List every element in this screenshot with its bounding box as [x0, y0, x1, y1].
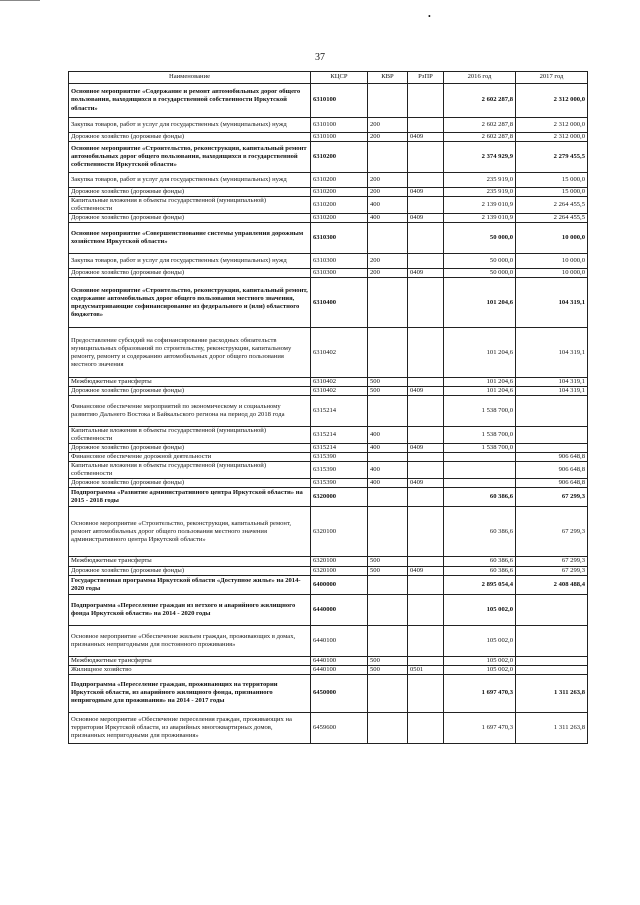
cell-name: Дорожное хозяйство (дорожные фонды)	[69, 566, 311, 575]
cell-kvr	[368, 674, 408, 712]
cell-kvr: 500	[368, 566, 408, 575]
cell-2017: 10 000,0	[516, 269, 588, 278]
cell-rzpr	[408, 197, 444, 214]
cell-rzpr	[408, 396, 444, 427]
cell-kcsr: 6310200	[311, 142, 368, 173]
cell-name: Межбюджетные трансферты	[69, 656, 311, 665]
cell-2017	[516, 665, 588, 674]
cell-2016: 105 002,0	[444, 665, 516, 674]
cell-rzpr	[408, 557, 444, 566]
cell-kvr: 200	[368, 188, 408, 197]
cell-kcsr: 6315390	[311, 462, 368, 479]
cell-2017: 10 000,0	[516, 223, 588, 254]
cell-2017: 1 311 263,8	[516, 712, 588, 743]
cell-2016	[444, 462, 516, 479]
cell-kvr: 400	[368, 444, 408, 453]
cell-name: Подпрограмма «Переселение граждан из ветхого и аварийного жилищного фонда Иркутской области» на 2014 - 2020 годы	[69, 594, 311, 625]
cell-2016: 2 602 287,8	[444, 84, 516, 118]
cell-rzpr: 0409	[408, 269, 444, 278]
cell-name: Дорожное хозяйство (дорожные фонды)	[69, 269, 311, 278]
cell-2017: 906 648,8	[516, 479, 588, 488]
cell-2016: 60 386,6	[444, 566, 516, 575]
cell-kcsr: 6310100	[311, 118, 368, 133]
cell-kcsr: 6315214	[311, 444, 368, 453]
cell-name: Капитальные вложения в объекты государственной (муниципальной) собственности	[69, 197, 311, 214]
cell-kcsr: 6310200	[311, 197, 368, 214]
cell-kcsr: 6320000	[311, 488, 368, 507]
table-row	[69, 133, 588, 142]
cell-2017: 104 319,1	[516, 328, 588, 378]
cell-kvr: 500	[368, 557, 408, 566]
cell-rzpr	[408, 488, 444, 507]
cell-kcsr: 6320100	[311, 507, 368, 557]
table-row	[69, 674, 588, 712]
cell-2017: 104 319,1	[516, 278, 588, 328]
table-row	[69, 507, 588, 557]
table-row	[69, 444, 588, 453]
cell-kcsr: 6440100	[311, 656, 368, 665]
cell-rzpr	[408, 507, 444, 557]
cell-2017: 15 000,0	[516, 188, 588, 197]
cell-name: Основное мероприятие «Совершенствование системы управления дорожным хозяйством Иркутской области»	[69, 223, 311, 254]
cell-kvr	[368, 278, 408, 328]
cell-2016: 2 139 010,9	[444, 197, 516, 214]
cell-2017: 10 000,0	[516, 254, 588, 269]
cell-kcsr: 6440100	[311, 665, 368, 674]
scan-edge-mark	[0, 0, 40, 4]
cell-kvr: 200	[368, 133, 408, 142]
cell-kcsr: 6310402	[311, 387, 368, 396]
cell-kcsr: 6310200	[311, 214, 368, 223]
cell-2016: 1 538 700,0	[444, 444, 516, 453]
cell-name: Дорожное хозяйство (дорожные фонды)	[69, 387, 311, 396]
cell-rzpr	[408, 142, 444, 173]
cell-2017: 67 299,3	[516, 557, 588, 566]
cell-name: Закупка товаров, работ и услуг для государственных (муниципальных) нужд	[69, 254, 311, 269]
cell-rzpr	[408, 674, 444, 712]
cell-2017: 2 408 488,4	[516, 575, 588, 594]
table-row	[69, 328, 588, 378]
cell-2016: 60 386,6	[444, 488, 516, 507]
cell-2016	[444, 479, 516, 488]
cell-2017: 2 279 455,5	[516, 142, 588, 173]
cell-rzpr: 0409	[408, 387, 444, 396]
table-body	[69, 84, 588, 744]
cell-2016: 1 538 700,0	[444, 427, 516, 444]
table-row	[69, 188, 588, 197]
cell-2016: 2 895 054,4	[444, 575, 516, 594]
header-name: Наименование	[69, 72, 311, 84]
cell-2017	[516, 594, 588, 625]
cell-name: Жилищное хозяйство	[69, 665, 311, 674]
table-row	[69, 566, 588, 575]
cell-rzpr	[408, 594, 444, 625]
cell-2017	[516, 656, 588, 665]
cell-kvr: 500	[368, 665, 408, 674]
cell-rzpr	[408, 254, 444, 269]
cell-kcsr: 6310200	[311, 188, 368, 197]
cell-kcsr: 6310100	[311, 84, 368, 118]
cell-name: Дорожное хозяйство (дорожные фонды)	[69, 133, 311, 142]
cell-kcsr: 6310100	[311, 133, 368, 142]
cell-kcsr: 6315214	[311, 427, 368, 444]
cell-kvr	[368, 453, 408, 462]
table-row	[69, 625, 588, 656]
cell-2017: 1 311 263,8	[516, 674, 588, 712]
cell-2017	[516, 625, 588, 656]
cell-rzpr	[408, 656, 444, 665]
table-row	[69, 254, 588, 269]
cell-name: Основное мероприятие «Обеспечение переселения граждан, проживающих на территории Иркутской области, из аварийных многоквартирных домов, признанных непригодными для проживания»	[69, 712, 311, 743]
table-row	[69, 387, 588, 396]
cell-kcsr: 6310402	[311, 328, 368, 378]
table-row	[69, 488, 588, 507]
cell-name: Основное мероприятие «Строительство, реконструкция, капитальный ремонт автомобильных дорог общего пользования, находящихся в государственной собственности Иркутской области»	[69, 142, 311, 173]
cell-2016: 235 919,0	[444, 188, 516, 197]
cell-kvr: 200	[368, 173, 408, 188]
cell-2016: 50 000,0	[444, 223, 516, 254]
table-row	[69, 396, 588, 427]
table-row	[69, 173, 588, 188]
cell-2016: 105 002,0	[444, 625, 516, 656]
cell-rzpr	[408, 173, 444, 188]
cell-rzpr	[408, 453, 444, 462]
table-header-row	[69, 72, 588, 84]
table-row	[69, 712, 588, 743]
header-2017: 2017 год	[516, 72, 588, 84]
header-kvr: КВР	[368, 72, 408, 84]
table-row	[69, 656, 588, 665]
cell-2016: 60 386,6	[444, 507, 516, 557]
table-row	[69, 118, 588, 133]
cell-kcsr: 6315390	[311, 479, 368, 488]
header-rzpr: РзПР	[408, 72, 444, 84]
cell-name: Дорожное хозяйство (дорожные фонды)	[69, 444, 311, 453]
cell-name: Капитальные вложения в объекты государственной (муниципальной) собственности	[69, 462, 311, 479]
cell-kcsr: 6450000	[311, 674, 368, 712]
cell-rzpr	[408, 462, 444, 479]
cell-kvr	[368, 507, 408, 557]
header-kcsr: КЦСР	[311, 72, 368, 84]
cell-2016: 1 697 470,3	[444, 674, 516, 712]
cell-2017: 67 299,3	[516, 507, 588, 557]
cell-kvr: 200	[368, 254, 408, 269]
cell-name: Дорожное хозяйство (дорожные фонды)	[69, 188, 311, 197]
cell-2016: 2 602 287,8	[444, 118, 516, 133]
cell-rzpr: 0409	[408, 133, 444, 142]
table-row	[69, 142, 588, 173]
cell-rzpr	[408, 118, 444, 133]
cell-2016	[444, 453, 516, 462]
table-row	[69, 223, 588, 254]
cell-kvr	[368, 328, 408, 378]
cell-rzpr: 0409	[408, 479, 444, 488]
cell-rzpr	[408, 278, 444, 328]
cell-kvr: 500	[368, 378, 408, 387]
cell-kvr	[368, 84, 408, 118]
cell-name: Финансовое обеспечение дорожной деятельности	[69, 453, 311, 462]
cell-kcsr: 6320100	[311, 566, 368, 575]
table-row	[69, 453, 588, 462]
table-row	[69, 557, 588, 566]
cell-kvr: 400	[368, 427, 408, 444]
cell-name: Предоставление субсидий на софинансирование расходных обязательств муниципальных образований по строительству, реконструкции, капитальному ремонту, ремонту и содержанию автомобильных дорог общего пользования местного значения	[69, 328, 311, 378]
cell-rzpr: 0409	[408, 214, 444, 223]
table-row	[69, 575, 588, 594]
cell-rzpr	[408, 328, 444, 378]
cell-2017: 2 264 455,5	[516, 214, 588, 223]
header-2016: 2016 год	[444, 72, 516, 84]
cell-kvr: 200	[368, 269, 408, 278]
scan-dot: •	[428, 12, 431, 21]
page-number: 37	[315, 52, 325, 63]
cell-rzpr	[408, 625, 444, 656]
cell-rzpr	[408, 427, 444, 444]
cell-2017: 906 648,8	[516, 462, 588, 479]
table-row	[69, 269, 588, 278]
cell-2016: 2 139 010,9	[444, 214, 516, 223]
cell-kvr: 500	[368, 656, 408, 665]
cell-2017: 67 299,3	[516, 566, 588, 575]
table-row	[69, 84, 588, 118]
cell-kcsr: 6310300	[311, 223, 368, 254]
cell-2016: 105 002,0	[444, 656, 516, 665]
cell-kcsr: 6310400	[311, 278, 368, 328]
cell-name: Дорожное хозяйство (дорожные фонды)	[69, 479, 311, 488]
cell-2017: 67 299,3	[516, 488, 588, 507]
cell-kcsr: 6315390	[311, 453, 368, 462]
cell-2016: 235 919,0	[444, 173, 516, 188]
cell-name: Подпрограмма «Переселение граждан, проживающих на территории Иркутской области, из аварийного жилищного фонда, признанного непригодным для проживания» на 2014 - 2017 годы	[69, 674, 311, 712]
cell-kvr	[368, 488, 408, 507]
cell-2017: 2 312 000,0	[516, 118, 588, 133]
cell-name: Основное мероприятие «Строительство, реконструкция, капитальный ремонт, ремонт автомобильных дорог общего пользования местного значения административного центра Иркутской области»	[69, 507, 311, 557]
table-row	[69, 197, 588, 214]
table-row	[69, 594, 588, 625]
cell-name: Межбюджетные трансферты	[69, 557, 311, 566]
cell-kcsr: 6440000	[311, 594, 368, 625]
table-row	[69, 665, 588, 674]
cell-kcsr: 6400000	[311, 575, 368, 594]
cell-name: Основное мероприятие «Строительство, реконструкция, капитальный ремонт, содержание автомобильных дорог общего пользования местного значения, предусматривающие софинансирование из федерального и (или) областного бюджетов»	[69, 278, 311, 328]
cell-kvr: 400	[368, 479, 408, 488]
cell-name: Капитальные вложения в объекты государственной (муниципальной) собственности	[69, 427, 311, 444]
cell-2016: 101 204,6	[444, 378, 516, 387]
table-row	[69, 427, 588, 444]
cell-rzpr: 0409	[408, 566, 444, 575]
cell-2016: 50 000,0	[444, 254, 516, 269]
cell-2016: 101 204,6	[444, 387, 516, 396]
cell-kcsr: 6315214	[311, 396, 368, 427]
cell-rzpr: 0409	[408, 188, 444, 197]
cell-2017: 104 319,1	[516, 387, 588, 396]
cell-kvr	[368, 142, 408, 173]
cell-2017: 2 312 000,0	[516, 84, 588, 118]
cell-2016: 60 386,6	[444, 557, 516, 566]
table-row	[69, 378, 588, 387]
cell-kvr	[368, 396, 408, 427]
cell-2016: 101 204,6	[444, 278, 516, 328]
cell-kvr	[368, 594, 408, 625]
cell-2016: 1 697 470,3	[444, 712, 516, 743]
table-row	[69, 214, 588, 223]
cell-name: Дорожное хозяйство (дорожные фонды)	[69, 214, 311, 223]
cell-2017	[516, 396, 588, 427]
cell-2017: 906 648,8	[516, 453, 588, 462]
cell-kvr: 500	[368, 387, 408, 396]
table-row	[69, 278, 588, 328]
cell-kvr: 200	[368, 118, 408, 133]
cell-rzpr	[408, 712, 444, 743]
cell-kcsr: 6440100	[311, 625, 368, 656]
cell-name: Основное мероприятие «Обеспечение жильем граждан, проживающих в домах, признанных непригодными для постоянного проживания»	[69, 625, 311, 656]
cell-name: Основное мероприятие «Содержание и ремонт автомобильных дорог общего пользования, находящихся в государственной собственности Иркутской области»	[69, 84, 311, 118]
cell-rzpr: 0409	[408, 444, 444, 453]
cell-2017: 2 264 455,5	[516, 197, 588, 214]
cell-kvr	[368, 712, 408, 743]
cell-2016: 50 000,0	[444, 269, 516, 278]
table-row	[69, 462, 588, 479]
cell-kcsr: 6310402	[311, 378, 368, 387]
cell-kvr: 400	[368, 197, 408, 214]
cell-rzpr	[408, 223, 444, 254]
cell-kvr: 400	[368, 462, 408, 479]
cell-2016: 2 602 287,8	[444, 133, 516, 142]
table-row	[69, 479, 588, 488]
cell-rzpr	[408, 378, 444, 387]
cell-kvr	[368, 575, 408, 594]
cell-kcsr: 6310200	[311, 173, 368, 188]
cell-2017: 104 319,1	[516, 378, 588, 387]
cell-name: Подпрограмма «Развитие административного центра Иркутской области» на 2015 - 2018 годы	[69, 488, 311, 507]
budget-table	[68, 71, 588, 744]
cell-kcsr: 6310300	[311, 269, 368, 278]
cell-2016: 105 002,0	[444, 594, 516, 625]
cell-rzpr	[408, 575, 444, 594]
cell-kcsr: 6459600	[311, 712, 368, 743]
cell-name: Государственная программа Иркутской области «Доступное жилье» на 2014-2020 годы	[69, 575, 311, 594]
cell-kvr	[368, 223, 408, 254]
cell-2017: 15 000,0	[516, 173, 588, 188]
cell-2016: 2 374 929,9	[444, 142, 516, 173]
cell-2017: 2 312 000,0	[516, 133, 588, 142]
cell-name: Межбюджетные трансферты	[69, 378, 311, 387]
cell-name: Закупка товаров, работ и услуг для государственных (муниципальных) нужд	[69, 118, 311, 133]
cell-name: Закупка товаров, работ и услуг для государственных (муниципальных) нужд	[69, 173, 311, 188]
cell-2017	[516, 427, 588, 444]
cell-kvr: 400	[368, 214, 408, 223]
cell-2016: 1 538 700,0	[444, 396, 516, 427]
cell-rzpr	[408, 84, 444, 118]
cell-kcsr: 6310300	[311, 254, 368, 269]
cell-rzpr: 0501	[408, 665, 444, 674]
cell-2016: 101 204,6	[444, 328, 516, 378]
cell-kvr	[368, 625, 408, 656]
cell-name: Финансовое обеспечение мероприятий по экономическому и социальному развитию Дальнего Востока и Байкальского региона на период до 2018 года	[69, 396, 311, 427]
cell-2017	[516, 444, 588, 453]
cell-kcsr: 6320100	[311, 557, 368, 566]
